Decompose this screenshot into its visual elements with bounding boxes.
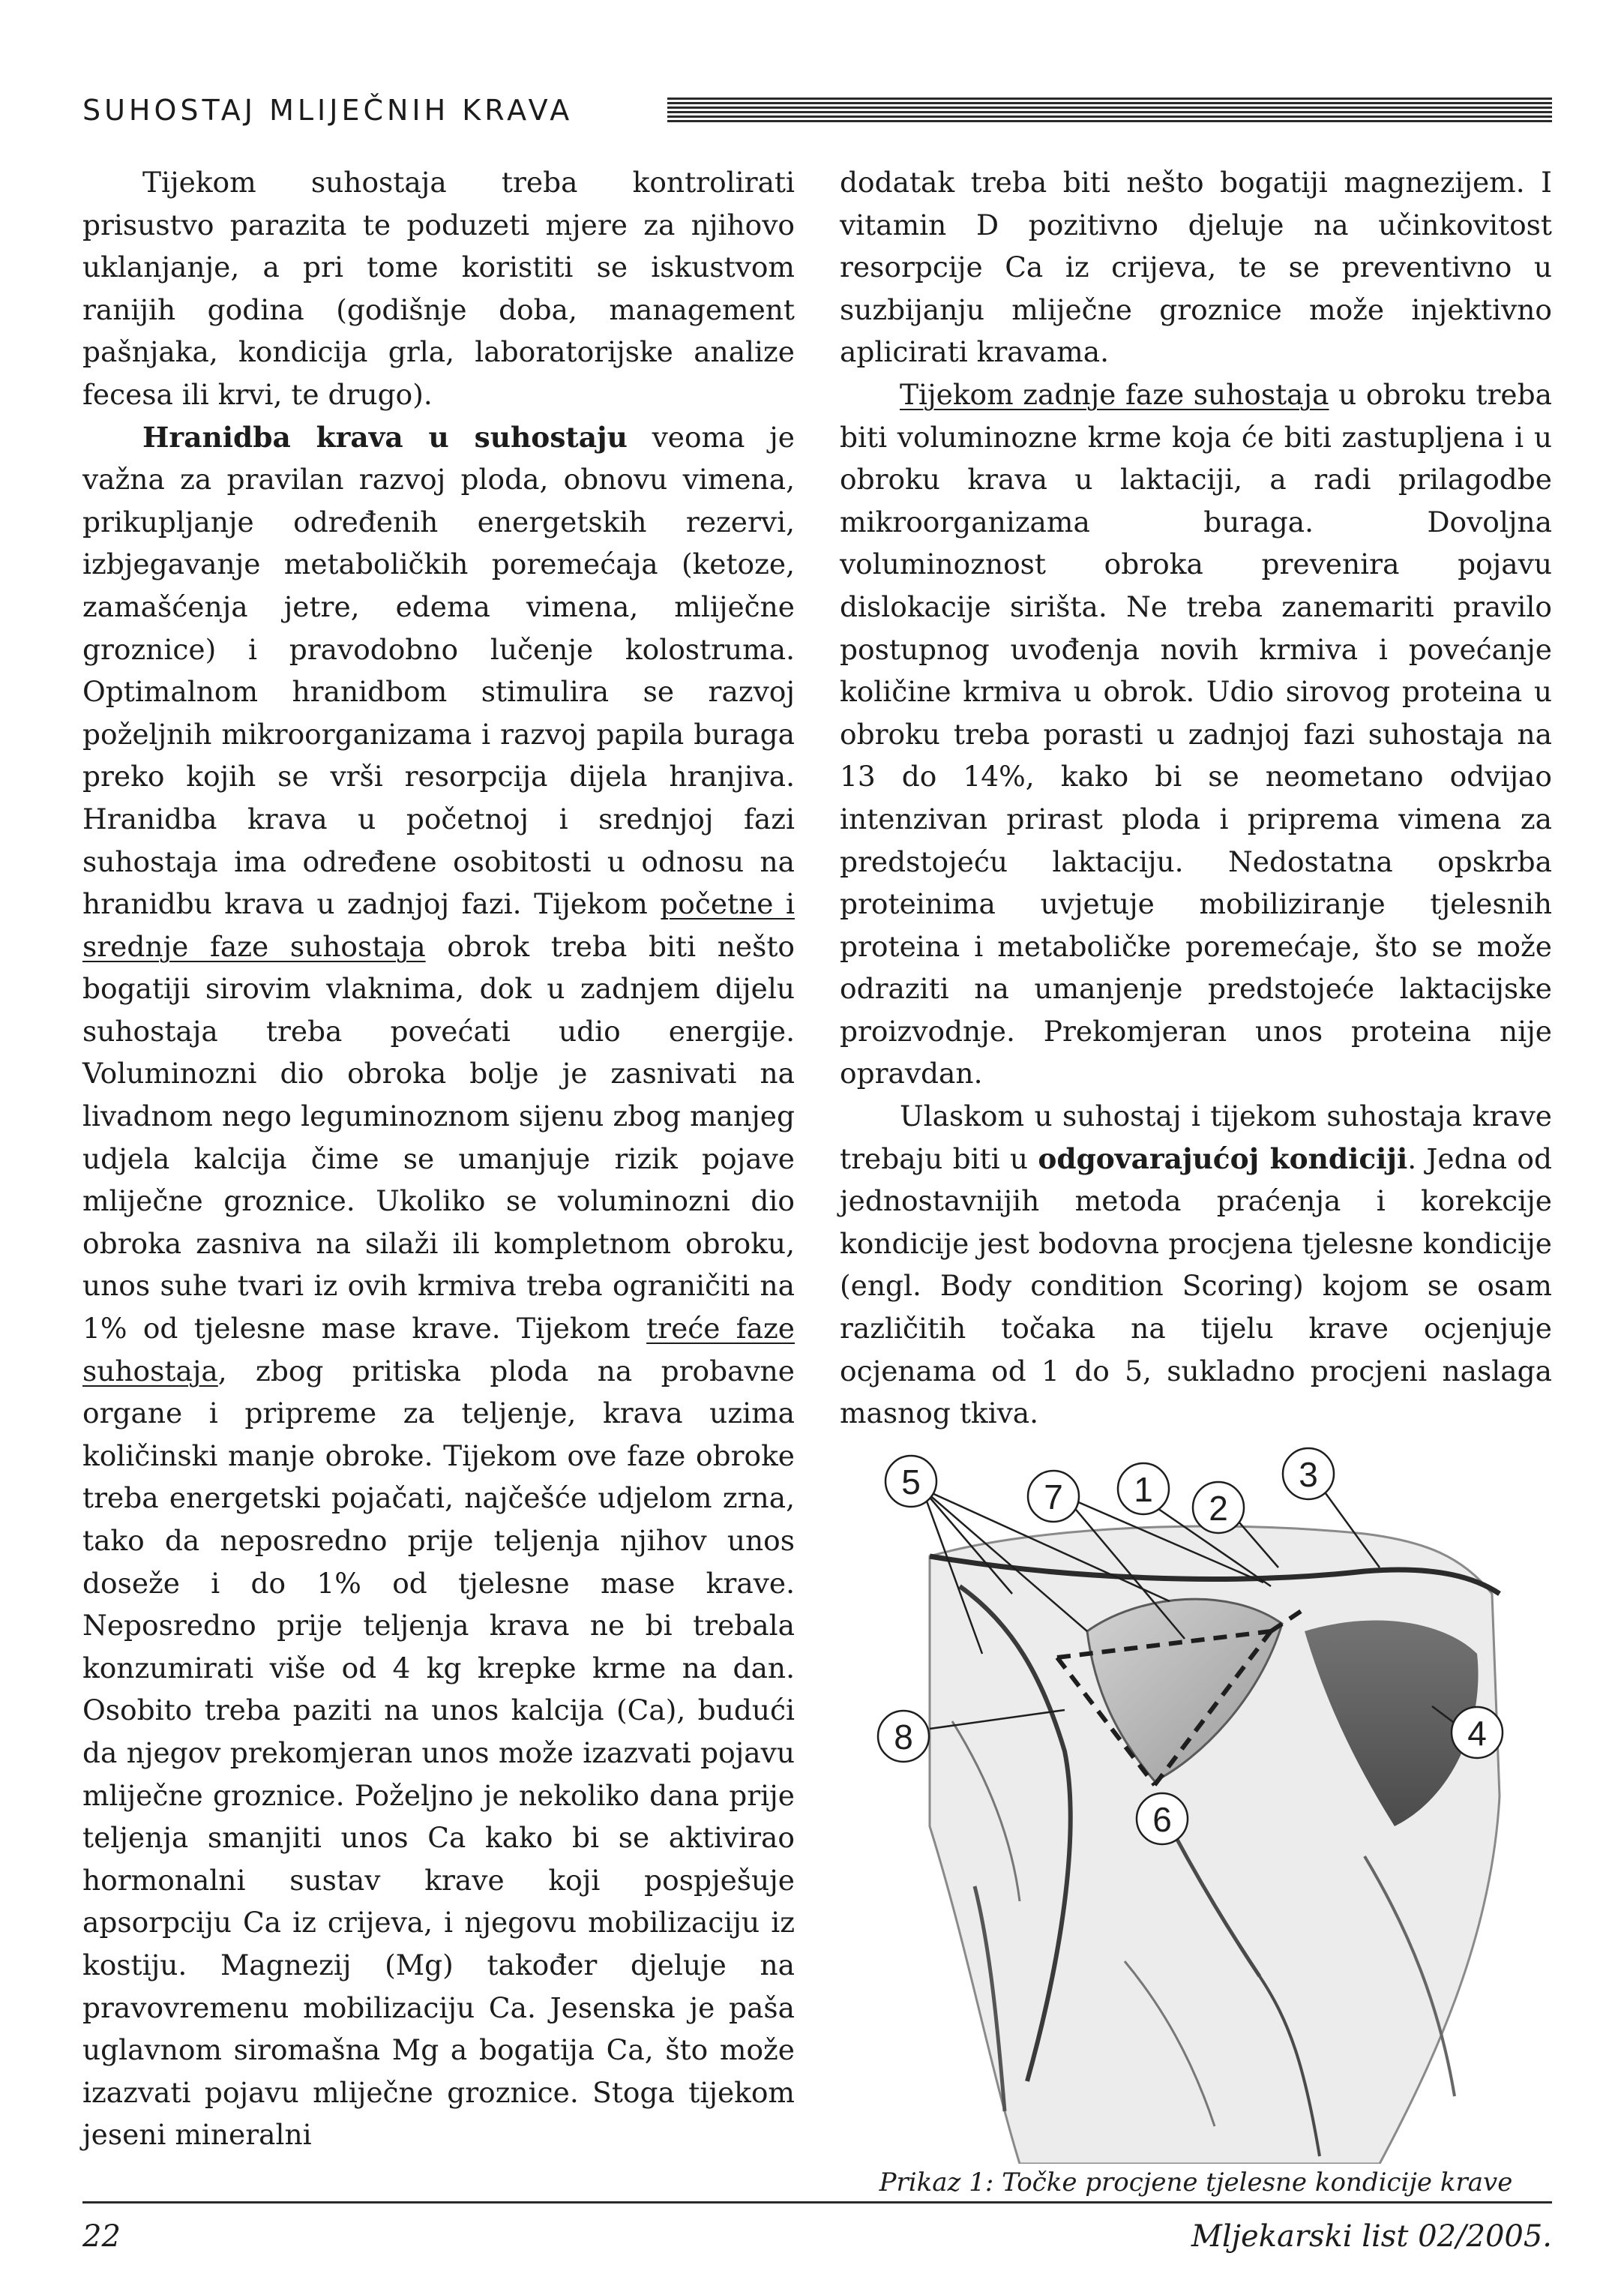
right-column [840,161,1552,1435]
text-segment: Ulaskom u suhostaj i tijekom suhostaja krave trebaju biti u [840,1100,1552,1175]
text-segment: , zbog pritiska ploda na probavne organe i pripreme za teljenje, krava uzima količinski manje obroke. Tijekom ove faze obroke treba energetski pojačati, najčešće udjelom zrna, tako da neposredno prije teljenja njihov unos doseže i do 1% od tjelesne mase krave. Neposredno prije teljenja krava ne bi trebala konzumirati više od 4 kg krepke krme na dan. Osobito treba paziti na unos kalcija (Ca), budući da njegov prekomjeran unos može izazvati pojavu mliječne groznice. Poželjno je nekoliko dana prije teljenja smanjiti unos Ca kako bi se aktivirao hormonalni sustav krave koji pospješuje apsorpciju Ca iz crijeva, i njegovu mobilizaciju iz kostiju. Magnezij (Mg) također djeluje na pravovremenu mobilizaciju Ca. Jesenska je paša uglavnom siromašna Mg a bogatija Ca, što može izazvati pojavu mliječne groznice. Stoga tijekom jeseni mineralni [82,1354,795,2152]
running-header [82,84,1552,136]
figure-caption: Prikaz 1: Točke procjene tjelesne kondicije krave [879,2168,1513,2198]
header-title: SUHOSTAJ MLIJEČNIH KRAVA [82,94,574,127]
heading-feeding: Hranidba krava u suhostaju [142,420,628,454]
point-label: 8 [894,1718,913,1756]
left-column [82,161,795,2156]
point-label: 5 [901,1462,921,1502]
left-paragraph-1: Tijekom suhostaja treba kontrolirati prisustvo parazita te poduzeti mjere za njihovo uklanjanje, a pri tome koristiti se iskustvom ranijih godina (godišnje doba, management pašnjaka, kondicija grla, laboratorijske analize fecesa ili krvi, te drugo). [82,166,795,411]
header-decorative-rule [667,98,1552,123]
point-label: 3 [1299,1455,1318,1494]
footer-rule [82,2201,1552,2204]
cow-body-drawing [930,1526,1500,2164]
page-number: 22 [82,2219,121,2254]
right-paragraph-1: dodatak treba biti nešto bogatiji magnezijem. I vitamin D pozitivno djeluje na učinkovitost resorpcije Ca iz crijeva, te se preventivno u suzbijanju mliječne groznice može injektivno aplicirati kravama. [840,166,1552,369]
point-label: 2 [1209,1489,1228,1528]
underlined-phrase-early-phase: početne i srednje faze suhostaja [82,887,795,963]
cow-pelvis-illustration [840,1406,1552,2164]
right-paragraph-3 [840,1095,1552,1435]
journal-name: Mljekarski list 02/2005. [1191,2219,1552,2254]
point-label: 7 [1044,1478,1063,1516]
point-label: 6 [1152,1800,1172,1839]
left-paragraph-2 [82,416,795,2156]
right-paragraph-2 [840,374,1552,1095]
point-label: 4 [1467,1714,1487,1753]
text-segment: . Jedna od jednostavnijih metoda praćenja i korekcije kondicije jest bodovna procjena tjelesne kondicije (engl. Body condition Scoring) kojom se osam različitih točaka na tijelu krave ocjenjuje ocjenama od 1 do 5, sukladno procjeni naslaga masnog tkiva. [840,1142,1552,1430]
underlined-phrase-third-phase: treće faze suhostaja [82,1312,795,1388]
bold-phrase-condition: odgovarajućoj kondiciji [1038,1142,1408,1175]
body-condition-figure [840,1406,1552,2164]
point-label: 1 [1134,1470,1153,1509]
underlined-phrase-last-phase: Tijekom zadnje faze suhostaja [900,377,1329,411]
text-segment: obrok treba biti nešto bogatiji sirovim vlaknima, dok u zadnjem dijelu suhostaja treba povećati udio energije. Voluminozni dio obroka bolje je zasnivati na livadnom nego leguminoznom sijenu zbog manjeg udjela kalcija čime se umanjuje rizik pojave mliječne groznice. Ukoliko se voluminozni dio obroka zasniva na silaži ili kompletnom obroku, unos suhe tvari iz ovih krmiva treba ograničiti na 1% od tjelesne mase krave. Tijekom [82,929,795,1346]
text-segment: veoma je važna za pravilan razvoj ploda, obnovu vimena, prikupljanje određenih energetskih rezervi, izbjegavanje metaboličkih poremećaja (ketoze, zamašćenja jetre, edema vimena, mliječne groznice) i pravodobno lučenje kolostruma. Optimalnom hranidbom stimulira se razvoj poželjnih mikroorganizama i razvoj papila buraga preko kojih se vrši resorpcija dijela hranjiva. Hranidba krava u početnoj i srednjoj fazi suhostaja ima određene osobitosti u odnosu na hranidbu krava u zadnjoj fazi. Tijekom [82,420,796,921]
text-segment: u obroku treba biti voluminozne krme koja će biti zastupljena i u obroku krava u laktaciji, a radi prilagodbe mikroorganizama buraga. Dovoljna voluminoznost obroka prevenira pojavu dislokacije sirišta. Ne treba zanemariti pravilo postupnog uvođenja novih krmiva i povećanje količine krmiva u obrok. Udio sirovog proteina u obroku treba porasti u zadnjoj fazi suhostaja na 13 do 14%, kako bi se neometano odvijao intenzivan prirast ploda i priprema vimena za predstojeću laktaciju. Nedostatna opskrba proteinima uvjetuje mobiliziranje tjelesnih proteina i metaboličke poremećaje, što se može odraziti na umanjenje predstojeće laktacijske proizvodnje. Prekomjeran unos proteina nije opravdan. [840,377,1552,1090]
